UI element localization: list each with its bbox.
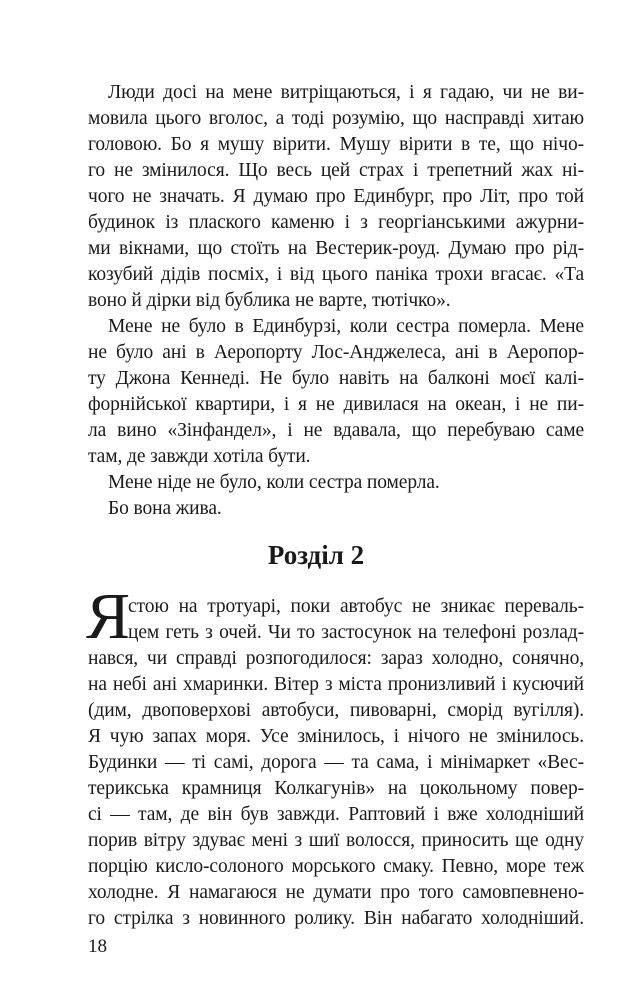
text-line: порив вітру здуває мені з шиї волосся, приносить ще одну	[88, 830, 584, 851]
text-line: форнійської квартири, і я не дивилася на океан, і не пи-	[88, 394, 584, 415]
text-line: не було ані в Аеропорту Лос-Анджелеса, ані в Аеропор-	[88, 342, 584, 363]
text-line: Мене не було в Единбурзі, коли сестра померла. Мене	[108, 316, 584, 337]
text-line: го не змінилося. Що весь цей страх і трепетний жах ні-	[88, 160, 584, 181]
text-line: Люди досі на мене витріщаються, і я гадаю, чи не ви-	[108, 82, 584, 103]
text-line: Я чую запах моря. Усе змінилось, і нічого не змінилось.	[88, 726, 584, 747]
text-line: Бо вона жива.	[108, 498, 222, 519]
text-line: холодне. Я намагаюся не думати про того самовпевнено-	[88, 882, 584, 903]
text-line: терикська крамниця Колкагунів» на цокольному повер-	[88, 778, 584, 799]
text-line: Мене ніде не було, коли сестра померла.	[108, 472, 440, 493]
text-line: стою на тротуарі, поки автобус не зникає переваль-	[128, 596, 584, 617]
chapter-heading: Розділ 2	[267, 540, 365, 570]
text-line: ту Джона Кеннеді. Не було навіть на балконі моєї калі-	[88, 368, 584, 389]
text-line: ми вікнами, що стоїть на Вестерик-роуд. Думаю про рід-	[88, 238, 584, 259]
text-line: мовила цього вголос, а тоді розумію, що насправді хитаю	[88, 108, 584, 129]
text-line: будинок із плаского каменю і з георгіанськими ажурни-	[88, 212, 584, 233]
text-line: на небі ані хмаринки. Вітер з міста пронизливий і кусючий	[88, 674, 584, 695]
text-line: нався, чи справді розпогодилося: зараз холодно, сонячно,	[88, 648, 584, 669]
text-line: ла вино «Зінфандел», і не вдавала, що перебуваю саме	[88, 420, 584, 441]
drop-cap: Я	[86, 580, 131, 653]
text-line: Будинки — ті самі, дорога — та сама, і мінімаркет «Вес-	[88, 752, 584, 773]
text-line: чого не значать. Я думаю про Единбург, про Літ, про той	[88, 186, 584, 207]
text-line: (дим, двоповерхові автобуси, пивоварні, сморід вугілля).	[88, 700, 584, 721]
text-line: козубий дідів посміх, і від цього паніка трохи вгасає. «Та	[88, 264, 584, 285]
text-line: воно й дірки від бублика не варте, тютічко».	[88, 290, 451, 311]
text-line: цем геть з очей. Чи то застосунок на телефоні розлад-	[128, 622, 584, 643]
text-line: там, де завжди хотіла бути.	[88, 446, 311, 467]
page-number: 18	[88, 936, 107, 957]
text-line: головою. Бо я мушу вірити. Мушу вірити в те, що нічо-	[88, 134, 584, 155]
text-line: сі — там, де він був завжди. Раптовий і вже холодніший	[88, 804, 584, 825]
text-line: го стрілка з новинного ролику. Він набагато холодніший.	[88, 908, 584, 929]
text-line: порцію кисло-солоного морського смаку. Певно, море теж	[88, 856, 584, 877]
